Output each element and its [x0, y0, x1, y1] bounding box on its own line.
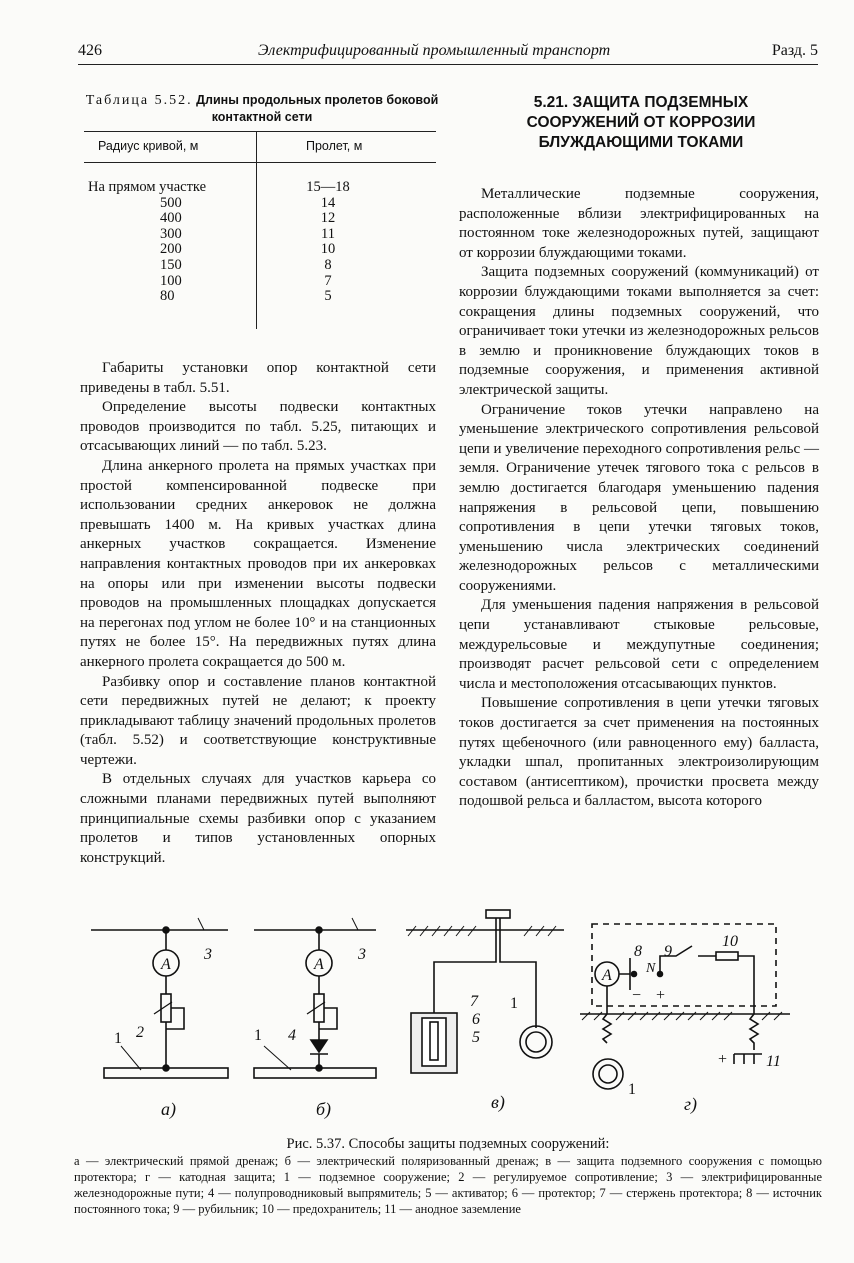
svg-text:6: 6	[472, 1011, 480, 1028]
svg-text:9: 9	[664, 943, 672, 960]
table-cell-span: 7	[324, 272, 332, 289]
table-row	[84, 226, 436, 242]
svg-text:+: +	[718, 1051, 728, 1068]
diagram-v	[406, 910, 564, 1113]
svg-text:1: 1	[254, 1027, 262, 1044]
figure-legend: а — электрический прямой дренаж; б — электрический поляризованный дренаж; в — защита подземного сооружения с помощью протектора; г — катодная защита; 1 — подземное сооружение; 2 — регулируемое сопротивление; 3 — электрифицированные железнодорожные пути; 4 — полупроводниковый выпрямитель; 5 — активатор; 6 — протектор; 7 — стержень протектора; 8 — источник постоянного тока; 9 — рубильник; 10 — предохранитель; 11 — анодное заземление	[74, 1154, 822, 1216]
paragraph: Защита подземных сооружений (коммуникаций) от коррозии блуждающими токами выполняется за счет: сокращения длины подземных сооружений, что ограничивает токи утечки из железнодорожных рельсов в землю и проникновение блуждающих токов в подземные сооружения, и применения активной электрической защиты.	[459, 264, 819, 398]
subfigure-label-a: а)	[161, 1099, 176, 1119]
running-title: Электрифицированный промышленный транспорт	[258, 42, 611, 59]
figure-caption	[74, 1136, 822, 1217]
underground-structure	[254, 1068, 376, 1078]
table-header-span: Пролет, м	[306, 139, 363, 153]
table-header-radius: Радиус кривой, м	[98, 139, 199, 153]
ammeter-label: A	[161, 956, 171, 973]
table-cell-span: 5	[324, 288, 332, 305]
svg-text:1: 1	[628, 1081, 636, 1098]
diagram-a	[91, 918, 228, 1120]
fuse-icon	[716, 952, 738, 960]
svg-text:1: 1	[114, 1030, 122, 1047]
svg-text:N: N	[646, 961, 656, 976]
svg-text:1: 1	[510, 995, 518, 1012]
underground-pipe	[520, 1026, 552, 1058]
table-row	[84, 288, 436, 304]
figure-caption-title: Рис. 5.37. Способы защиты подземных сооружений:	[286, 1136, 610, 1152]
svg-text:3: 3	[358, 946, 366, 963]
table-cell-span: 15—18	[306, 179, 350, 195]
svg-text:A: A	[314, 956, 324, 973]
paragraph: Габариты установки опор контактной сети приведены в табл. 5.51.	[80, 360, 436, 396]
paragraph: Для уменьшения падения напряжения в рельсовой цепи устанавливают стыковые рельсовые, междурельсовые и междупутные соединения; производят расчет рельсовой сети с определением числа и местоположения отсасывающих пунктов.	[459, 597, 819, 692]
table-cell-span: 11	[321, 225, 335, 242]
left-column	[80, 359, 436, 868]
table-caption-label: Таблица 5.52.	[85, 93, 193, 108]
subfigure-label-b: б)	[316, 1099, 332, 1119]
anode-ground-icon	[734, 1054, 762, 1064]
rail-head	[486, 910, 510, 918]
table-caption-title: Длины продольных пролетов боковой контактной сети	[196, 93, 439, 124]
svg-text:2: 2	[136, 1024, 144, 1041]
table-row	[84, 257, 436, 273]
paragraph: В отдельных случаях для участков карьера со сложными планами передвижных путей выполняют принципиальные схемы разбивки опор с указанием пролетов и типов установленных опорных конструкций.	[80, 771, 436, 866]
underground-pipe	[593, 1059, 623, 1089]
paragraph: Ограничение токов утечки направлено на уменьшение электрического сопротивления рельсовой цепи и увеличение переходного сопротивления рельс — земля. Ограничение утечек тягового тока с рельсов в землю достигается благодаря уменьшению падения напряжения в рельсовой цепи, повышению сопротивления в цепи утечки тяговых токов, уменьшению числа электрических соединений железнодорожных рельсов с металлическими сооружениями.	[459, 401, 819, 594]
svg-text:8: 8	[634, 943, 642, 960]
paragraph: Длина анкерного пролета на прямых участках при простой компенсированной подвеске при использовании средних анкеровок не должна превышать 1400 м. На кривых участках длина анкерных участков сокращается. Изменение направления контактных проводов при их анкеровках на опоры или при изменении высоты подвески проводов на промышленных площадках допускается на перегонах под углом не более 10° и на станционных путях не более 15°. На передвижных путях длина анкерного пролета сокращается до 500 м.	[80, 457, 436, 670]
running-head	[78, 38, 818, 65]
paragraph: Металлические подземные сооружения, расположенные вблизи электрифицированных на постоянном токе железнодорожных путей, защищают от коррозии блуждающими токами.	[459, 186, 819, 261]
subfigure-label-v: в)	[491, 1092, 505, 1112]
table-cell-span: 10	[320, 241, 336, 258]
corrosion-protection-figure	[86, 898, 790, 1133]
section-reference: Разд. 5	[771, 42, 818, 59]
svg-text:7: 7	[470, 993, 478, 1010]
table-cell-span: 12	[320, 210, 336, 227]
table-cell-radius: На прямом участке	[88, 179, 207, 195]
table-row	[84, 210, 436, 226]
table-cell-radius: 400	[160, 210, 182, 227]
table-cell-radius: 80	[160, 288, 175, 305]
svg-text:+: +	[656, 987, 666, 1004]
svg-text:4: 4	[288, 1027, 296, 1044]
page-number: 426	[78, 42, 102, 59]
diagram-b	[254, 918, 376, 1120]
table-cell-radius: 500	[160, 194, 182, 211]
span-length-table	[84, 131, 436, 304]
paragraph: Определение высоты подвески контактных проводов производится по табл. 5.25, питающих и отсасывающих линий — по табл. 5.23.	[80, 399, 436, 455]
table-row	[84, 179, 436, 195]
table-row	[84, 241, 436, 257]
table-cell-radius: 100	[160, 272, 182, 289]
section-heading: 5.21. ЗАЩИТА ПОДЗЕМНЫХ СООРУЖЕНИЙ ОТ КОРРОЗИИ БЛУЖДАЮЩИМИ ТОКАМИ	[526, 94, 756, 151]
svg-text:11: 11	[766, 1053, 781, 1070]
table-row	[84, 195, 436, 211]
table-header	[84, 131, 436, 163]
table-cell-span: 14	[320, 194, 336, 211]
svg-text:3: 3	[204, 946, 212, 963]
svg-text:−: −	[632, 987, 642, 1004]
table-caption	[84, 92, 440, 126]
paragraph: Повышение сопротивления в цепи утечки тяговых токов достигается за счет применения на постоянных путях щебеночного (или равноценного ему) балласта, укладки шпал, пропитанных электроизолирующим составом (антисептиком), прочистки просвета между подошвой рельса и балластом, высота которого	[459, 695, 819, 810]
table-cell-span: 8	[324, 256, 332, 273]
table-cell-radius: 150	[160, 256, 182, 273]
table-cell-radius: 300	[160, 225, 182, 242]
right-column	[459, 185, 819, 812]
paragraph: Разбивку опор и составление планов контактной сети передвижных путей не делают; к проекту прикладывают таблицу значений продольных пролетов (табл. 5.52) и соответствующие конструктивные чертежи.	[80, 673, 436, 768]
svg-text:A: A	[602, 967, 612, 984]
svg-text:5: 5	[472, 1029, 480, 1046]
diagram-g	[580, 924, 790, 1115]
table-row	[84, 273, 436, 289]
table-cell-radius: 200	[160, 241, 182, 258]
diode-icon	[311, 1040, 327, 1052]
subfigure-label-g: г)	[684, 1094, 698, 1114]
cathodic-station-box	[592, 924, 776, 1006]
svg-text:10: 10	[722, 933, 738, 950]
table-body	[84, 179, 436, 304]
protector	[422, 1018, 446, 1066]
